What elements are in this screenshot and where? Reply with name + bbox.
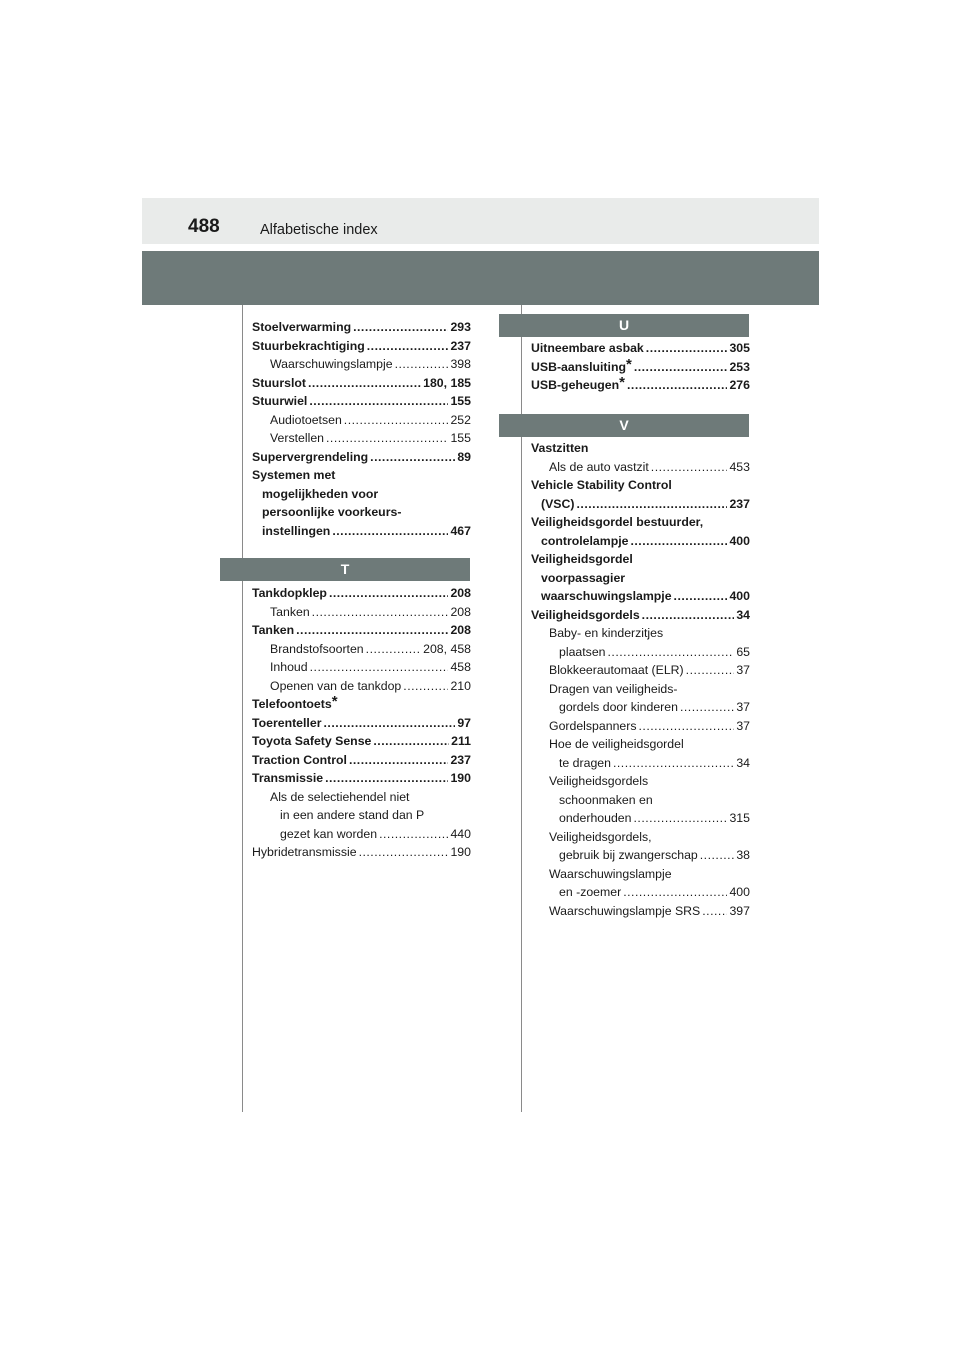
- index-entry[interactable]: [531, 680, 750, 699]
- index-entry-page[interactable]: 37: [736, 718, 750, 733]
- dot-leader: [370, 448, 455, 467]
- index-entry-term: Brandstofsoorten: [270, 641, 364, 656]
- index-entry-term: Toyota Safety Sense: [252, 734, 372, 748]
- dot-leader: [403, 677, 448, 696]
- header-band: [142, 198, 819, 244]
- index-entry-term: Supervergrendeling: [252, 449, 369, 464]
- index-entry-page[interactable]: 400: [729, 885, 750, 899]
- index-entry-term: Openen van de tankdop: [270, 678, 402, 693]
- dot-leader: [312, 603, 449, 622]
- index-entry[interactable]: [252, 788, 471, 807]
- dot-leader: [308, 374, 421, 393]
- index-entry-page[interactable]: 237: [729, 496, 750, 511]
- page-number: 488: [188, 216, 220, 237]
- index-entry-term: instellingen: [262, 523, 331, 538]
- index-entry-term: Dragen van veiligheids-: [549, 681, 678, 696]
- index-entry-page[interactable]: 440: [450, 826, 471, 841]
- index-entry-page[interactable]: 190: [450, 845, 471, 859]
- index-entry[interactable]: [531, 569, 750, 588]
- index-entry-term: Vastzitten: [531, 441, 589, 455]
- dot-leader: [651, 458, 728, 477]
- dot-leader: [367, 337, 449, 356]
- index-entry-term: gordels door kinderen: [559, 700, 678, 714]
- index-entry-term: USB-geheugen: [531, 378, 620, 392]
- index-entry-page[interactable]: 400: [729, 589, 750, 603]
- index-entry-page[interactable]: 253: [729, 359, 750, 374]
- index-entry-term: USB-aansluiting: [531, 359, 626, 374]
- index-entry-term: Tanken: [270, 604, 310, 619]
- index-entry[interactable]: [252, 337, 471, 356]
- dot-leader: [379, 825, 448, 844]
- dot-leader: [353, 318, 448, 337]
- index-entry-term: gebruik bij zwangerschap: [559, 848, 698, 862]
- dot-leader: [686, 661, 735, 680]
- dot-leader: [309, 392, 448, 411]
- index-entry-page[interactable]: 37: [736, 700, 750, 714]
- index-entry[interactable]: [531, 587, 750, 606]
- index-entry-page[interactable]: 237: [450, 752, 471, 767]
- index-entry-term: Hoe de veiligheidsgordel: [549, 737, 684, 751]
- index-entry[interactable]: [531, 791, 750, 810]
- index-entry-term: gezet kan worden: [280, 826, 378, 841]
- index-entry[interactable]: [531, 865, 750, 884]
- index-entry[interactable]: [531, 772, 750, 791]
- index-entry-term: Uitneembare asbak: [531, 341, 644, 355]
- index-entry[interactable]: [252, 429, 471, 448]
- dot-leader: [323, 714, 455, 733]
- index-entry-term: Veiligheidsgordels: [531, 607, 640, 622]
- index-entry-page[interactable]: 97: [457, 715, 471, 730]
- index-entry-page[interactable]: 397: [729, 903, 750, 918]
- index-entry-term: plaatsen: [559, 644, 606, 659]
- index-entry-page[interactable]: 398: [450, 357, 471, 371]
- index-entry-term: Waarschuwingslampje SRS: [549, 903, 701, 918]
- index-entry-term: in een andere stand dan P: [280, 808, 425, 822]
- index-entry-term: Stuurwiel: [252, 394, 308, 408]
- dot-leader: [395, 355, 449, 374]
- index-entry-term: (VSC): [541, 496, 575, 511]
- index-entry-page[interactable]: 305: [729, 341, 750, 355]
- index-entry[interactable]: [252, 392, 471, 411]
- index-group-s: [252, 318, 471, 540]
- dot-leader: [623, 883, 727, 902]
- index-entry[interactable]: [252, 714, 471, 733]
- index-entry[interactable]: [252, 448, 471, 467]
- index-entry-term: Stoelverwarming: [252, 320, 352, 334]
- letter-header-t: T: [220, 558, 470, 581]
- index-entry-term: onderhouden: [559, 811, 632, 825]
- index-entry-term: voorpassagier: [541, 570, 626, 585]
- index-entry-page[interactable]: 237: [450, 338, 471, 353]
- index-entry-term: Waarschuwingslampje: [270, 357, 393, 371]
- index-entry-page[interactable]: 155: [450, 431, 471, 445]
- index-entry[interactable]: USB-aansluiting * ..... 253: [531, 358, 750, 377]
- index-entry-term: controlelampje: [541, 533, 629, 548]
- index-entry[interactable]: USB-geheugen * ..... 276: [531, 376, 750, 395]
- dot-leader: [576, 495, 727, 514]
- index-entry-page[interactable]: 34: [736, 607, 750, 622]
- index-entry[interactable]: [252, 843, 471, 862]
- index-entry[interactable]: [531, 643, 750, 662]
- index-group-u: [531, 339, 750, 395]
- index-entry-page[interactable]: 400: [729, 533, 750, 548]
- index-entry-term: Blokkeerautomaat (ELR): [549, 663, 684, 677]
- index-entry-page[interactable]: 190: [450, 771, 471, 785]
- index-entry[interactable]: [252, 503, 471, 522]
- index-entry-term: Veiligheidsgordel: [531, 552, 633, 566]
- dot-leader: [310, 658, 449, 677]
- index-entry-term: Vehicle Stability Control: [531, 478, 672, 492]
- index-entry[interactable]: [531, 735, 750, 754]
- index-entry[interactable]: Telefoontoets *: [252, 695, 471, 714]
- index-group-t: [252, 584, 471, 862]
- index-entry[interactable]: [531, 624, 750, 643]
- index-entry[interactable]: [531, 846, 750, 865]
- index-entry-page[interactable]: 453: [729, 459, 750, 474]
- index-entry-page[interactable]: 252: [450, 412, 471, 427]
- dot-leader: [630, 532, 727, 551]
- index-entry[interactable]: [531, 458, 750, 477]
- index-entry-page[interactable]: 208: [450, 604, 471, 619]
- index-entry-term: Traction Control: [252, 752, 347, 767]
- dot-leader: [702, 902, 727, 921]
- dot-leader: [329, 584, 449, 603]
- index-entry-term: Transmissie: [252, 771, 324, 785]
- index-entry-term: Hybridetransmissie: [252, 845, 357, 859]
- dot-leader: [634, 358, 728, 377]
- dot-leader: [359, 843, 449, 862]
- index-entry-term: schoonmaken en: [559, 792, 653, 807]
- index-entry[interactable]: [252, 732, 471, 751]
- index-entry[interactable]: [531, 661, 750, 680]
- index-entry[interactable]: [531, 754, 750, 773]
- index-entry-term: Baby- en kinderzitjes: [549, 626, 664, 640]
- index-entry[interactable]: [252, 355, 471, 374]
- index-entry-term: Inhoud: [270, 660, 308, 674]
- dot-leader: [344, 411, 449, 430]
- dot-leader: [373, 732, 449, 751]
- index-entry[interactable]: [252, 751, 471, 770]
- index-entry-page[interactable]: 293: [450, 320, 471, 334]
- index-entry[interactable]: [252, 806, 471, 825]
- index-entry-term: Toerenteller: [252, 715, 322, 730]
- index-entry[interactable]: [252, 411, 471, 430]
- index-entry[interactable]: [531, 902, 750, 921]
- index-group-v: [531, 439, 750, 920]
- dot-leader: [366, 640, 421, 659]
- index-entry-term: Als de selectiehendel niet: [270, 789, 410, 804]
- index-entry[interactable]: [252, 603, 471, 622]
- index-entry-page[interactable]: 155: [450, 394, 471, 408]
- index-entry-term: Stuurbekrachtiging: [252, 338, 365, 353]
- index-entry[interactable]: [531, 550, 750, 569]
- index-entry-term: Veiligheidsgordels,: [549, 829, 652, 844]
- index-entry[interactable]: [252, 825, 471, 844]
- index-entry-term: Stuurslot: [252, 375, 306, 390]
- index-entry-page[interactable]: 467: [450, 523, 471, 538]
- index-entry[interactable]: [252, 769, 471, 788]
- dot-leader: [349, 751, 449, 770]
- section-title: Alfabetische index: [260, 222, 378, 238]
- index-entry-page[interactable]: 37: [736, 663, 750, 677]
- index-entry[interactable]: [252, 621, 471, 640]
- dot-leader: [674, 587, 728, 606]
- index-entry-term: Tankdopklep: [252, 586, 327, 600]
- index-entry-page[interactable]: 208: [450, 586, 471, 600]
- index-entry-term: persoonlijke voorkeurs-: [262, 505, 402, 519]
- index-entry-term: Gordelspanners: [549, 718, 637, 733]
- index-entry-term: mogelijkheden voor: [262, 486, 379, 501]
- index-entry-term: Telefoontoets: [252, 697, 332, 711]
- index-entry[interactable]: [531, 476, 750, 495]
- dot-leader: [326, 429, 448, 448]
- index-entry[interactable]: [252, 318, 471, 337]
- letter-header-u: U: [499, 314, 749, 337]
- index-entry-page[interactable]: 208, 458: [423, 641, 471, 656]
- column-divider-left: [242, 305, 243, 1112]
- index-entry[interactable]: [252, 640, 471, 659]
- index-entry[interactable]: [252, 466, 471, 485]
- dot-leader: [613, 754, 734, 773]
- index-entry-term: Veiligheidsgordel bestuurder,: [531, 515, 704, 529]
- index-entry-term: te dragen: [559, 755, 611, 770]
- index-entry[interactable]: [531, 883, 750, 902]
- dot-leader: [642, 606, 735, 625]
- index-entry[interactable]: [252, 485, 471, 504]
- index-entry-term: Veiligheidsgordels: [549, 774, 649, 788]
- index-entry[interactable]: [531, 717, 750, 736]
- dot-leader: [639, 717, 735, 736]
- index-entry-page[interactable]: 34: [736, 755, 750, 770]
- index-entry-term: Waarschuwingslampje: [549, 866, 672, 881]
- index-entry[interactable]: [531, 532, 750, 551]
- dot-leader: [634, 809, 728, 828]
- dot-leader: [627, 376, 727, 395]
- index-entry-page[interactable]: 315: [729, 811, 750, 825]
- index-entry-page[interactable]: 211: [451, 734, 471, 748]
- index-entry-page[interactable]: 458: [450, 660, 471, 674]
- index-entry-page[interactable]: 210: [450, 678, 471, 693]
- index-entry-page[interactable]: 180, 185: [423, 375, 471, 390]
- index-entry[interactable]: [531, 513, 750, 532]
- dot-leader: [296, 621, 448, 640]
- index-entry-page[interactable]: 276: [729, 378, 750, 392]
- index-entry-term: Tanken: [252, 623, 295, 637]
- letter-header-v: V: [499, 414, 749, 437]
- index-entry-term: Als de auto vastzit: [549, 459, 649, 474]
- index-entry-page[interactable]: 89: [457, 449, 471, 464]
- index-entry-page[interactable]: 208: [450, 623, 471, 637]
- index-entry-page[interactable]: 38: [736, 848, 750, 862]
- index-entry[interactable]: [252, 522, 471, 541]
- index-entry-term: en -zoemer: [559, 885, 622, 899]
- index-entry[interactable]: [531, 809, 750, 828]
- index-entry[interactable]: [531, 439, 750, 458]
- index-entry[interactable]: [252, 658, 471, 677]
- index-entry[interactable]: [531, 606, 750, 625]
- index-entry-term: Audiotoetsen: [270, 412, 342, 427]
- dot-leader: [325, 769, 448, 788]
- index-entry-term: Verstellen: [270, 431, 325, 445]
- index-entry[interactable]: [252, 677, 471, 696]
- dot-leader: [700, 846, 735, 865]
- index-entry-term: waarschuwingslampje: [541, 589, 672, 603]
- index-entry[interactable]: [531, 339, 750, 358]
- dot-leader: [608, 643, 735, 662]
- index-entry-term: Systemen met: [252, 468, 336, 482]
- index-entry[interactable]: [531, 698, 750, 717]
- dot-leader: [646, 339, 728, 358]
- index-entry[interactable]: [252, 584, 471, 603]
- title-bar: [142, 251, 819, 305]
- index-entry[interactable]: [531, 495, 750, 514]
- index-entry[interactable]: [252, 374, 471, 393]
- index-entry[interactable]: [531, 828, 750, 847]
- dot-leader: [680, 698, 734, 717]
- dot-leader: [332, 522, 448, 541]
- index-entry-page[interactable]: 65: [736, 644, 750, 659]
